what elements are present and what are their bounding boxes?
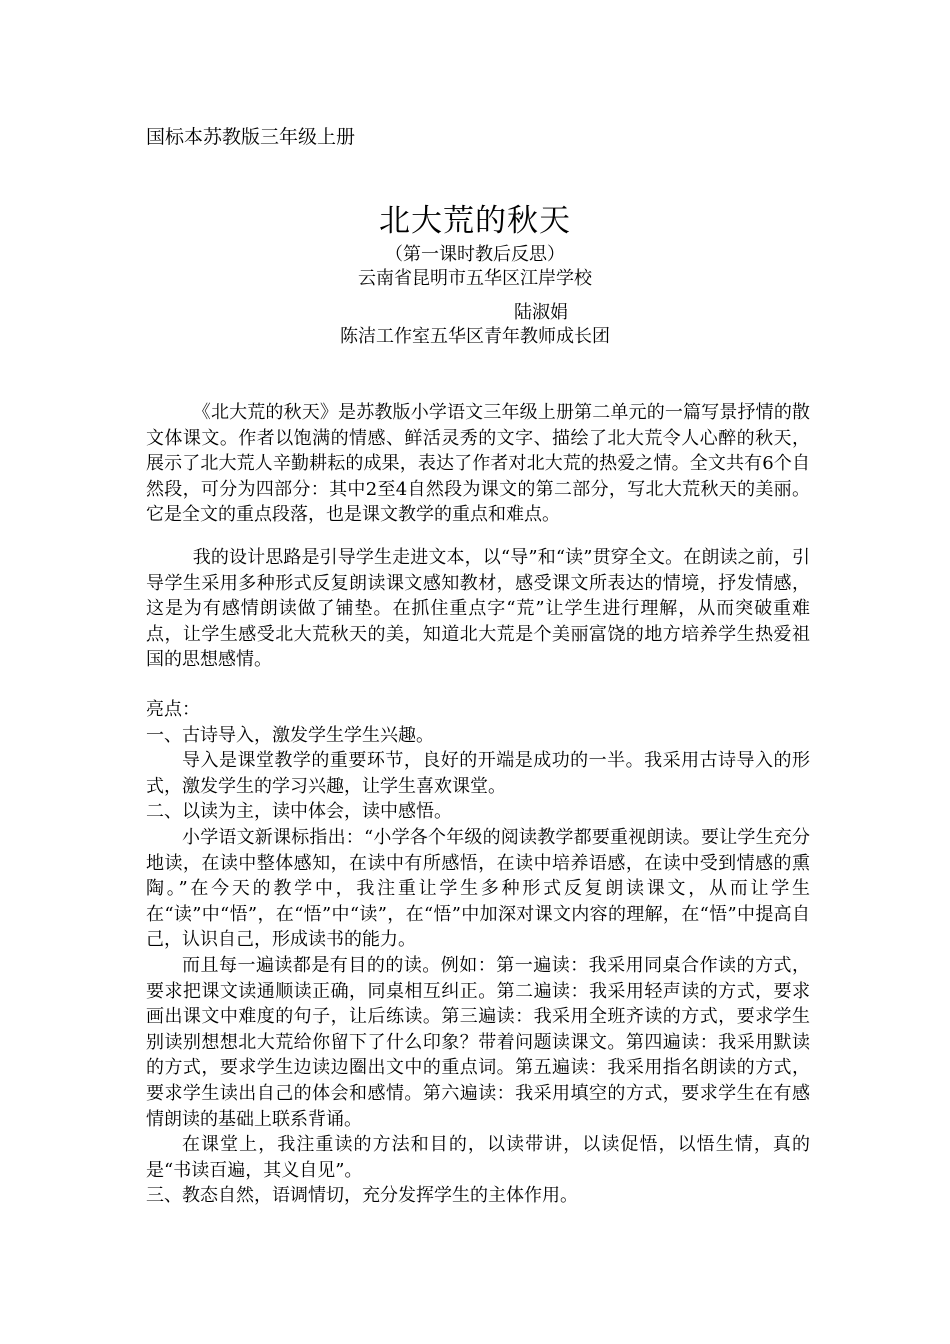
textbook-header: 国标本苏教版三年级上册 (146, 126, 356, 148)
design-paragraph: 我的设计思路是引导学生走进文本，以“导”和“读”贯穿全文。在朗读之前，引导学生采用多种形式反复朗读课文感知教材，感受课文所表达的情境，抒发情感，这是为有感情朗读做了铺垫。在抓住重点字“荒”让学生进行理解，从而突破重难点，让学生感受北大荒秋天的美，知道北大荒是个美丽富饶的地方培养学生热爱祖国的思想感情。 (146, 547, 810, 671)
design-section (146, 545, 810, 673)
school-name: 云南省昆明市五华区江岸学校 (358, 268, 592, 289)
intro-section (146, 400, 810, 528)
document-subtitle: （第一课时教后反思） (385, 244, 565, 265)
highlights-section (146, 697, 810, 1209)
title-block (0, 199, 950, 291)
point1-heading: 一、古诗导入，激发学生学生兴趣。 (146, 724, 434, 746)
group-name: 陈洁工作室五华区青年教师成长团 (340, 326, 610, 347)
intro-paragraph: 《北大荒的秋天》是苏教版小学语文三年级上册第二单元的一篇写景抒情的散文体课文。作者以饱满的情感、鲜活灵秀的文字、描绘了北大荒令人心醉的秋天，展示了北大荒人辛勤耕耘的成果，表达了作者对北大荒的热爱之情。全文共有6个自然段，可分为四部分：其中2至4自然段为课文的第二部分，写北大荒秋天的美丽。它是全文的重点段落，也是课文教学的重点和难点。 (146, 402, 810, 526)
point2-text-2: 而且每一遍读都是有目的的读。例如：第一遍读：我采用同桌合作读的方式，要求把课文读通顺读正确，同桌相互纠正。第二遍读：我采用轻声读的方式，要求画出课文中难度的句子，让后练读。第三遍读：我采用全班齐读的方式，要求学生别读别想想北大荒给你留下了什么印象？带着问题读课文。第四遍读：我采用默读的方式，要求学生边读边圈出文中的重点词。第五遍读：我采用指名朗读的方式，要求学生读出自己的体会和感情。第六遍读：我采用填空的方式，要求学生在有感情朗读的基础上联系背诵。 (146, 954, 810, 1130)
point1-text: 导入是课堂教学的重要环节，良好的开端是成功的一半。我采用古诗导入的形式，激发学生的学习兴趣，让学生喜欢课堂。 (146, 750, 810, 797)
point2-text-1: 小学语文新课标指出：“小学各个年级的阅读教学都要重视朗读。要让学生充分地读，在读中整体感知，在读中有所感悟，在读中培养语感，在读中受到情感的熏陶。”在今天的教学中，我注重让学生多种形式反复朗读课文，从而让学生在“读”中“悟”，在“悟”中“读”，在“悟”中加深对课文内容的理解，在“悟”中提高自己，认识自己，形成读书的能力。 (146, 826, 810, 951)
point3-heading: 三、教态自然，语调情切，充分发挥学生的主体作用。 (146, 1185, 578, 1207)
document-title: 北大荒的秋天 (379, 203, 571, 239)
point2-heading: 二、以读为主，读中体会，读中感悟。 (146, 801, 452, 823)
author-name: 陆淑娟 (514, 302, 568, 323)
highlights-label: 亮点： (146, 699, 200, 720)
point2-text-3: 在课堂上，我注重读的方法和目的，以读带讲，以读促悟，以悟生情，真的是“书读百遍，其义自见”。 (146, 1134, 810, 1181)
